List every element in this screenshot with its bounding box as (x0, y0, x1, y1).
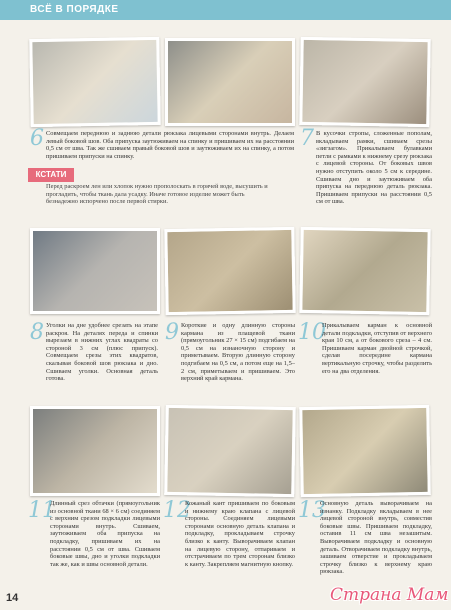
step-number: 7 (300, 126, 314, 151)
step-number: 10 (298, 320, 326, 345)
step-text: Короткие и одну длинную стороны кармана из плащевой ткани (прямоугольник 27 × 15 см) подгибаем на 0,5 см на изнаночную сторону и приметываем. Вторую длинную сторону подгибаем на 0,5 см, а потом еще на 1,5–2 см, приметываем и пришиваем. Это верхний край кармана. (181, 322, 295, 383)
kstati-badge: КСТАТИ (28, 168, 74, 182)
step-number: 9 (165, 320, 179, 345)
photo-step-10 (299, 227, 430, 315)
section-header (0, 0, 451, 20)
photo-step-9 (164, 227, 295, 315)
step-text: В кусочки стропы, сложенные пополам, вкладываем рамки, сшиваем срезы «зигзагом». Прикалываем булавками петли с рамками к нижнему срезу рюкзака с лицевой стороны. От боковых швов нужно отступить около 5 см к середине. Сшиваем дно и заутюживаем оба припуска на переднюю деталь рюкзака. Пришиваем припуски на расстоянии 0,5 см от шва. (316, 130, 432, 206)
photo-step-8 (30, 228, 160, 314)
photo-step-6a (29, 37, 161, 127)
step-text: Длинный срез обтачки (прямоугольник из основной ткани 68 × 6 см) соединяем с верхним срезом подкладки лицевыми сторонами внутрь. Сшиваем, заутюживаем оба припуска на подкладку, пришиваем их на расстоянии 0,5 см от шва. Сшиваем боковые швы, дно и уголки подкладки так же, как и швы основной детали. (50, 500, 160, 568)
step-text: Прикалываем карман к основной детали подкладки, отступив от верхнего края 10 см, а от бокового среза – 4 см. Пришиваем карман двойной строчкой, сделав посередине кармана вертикальную строчку, чтобы разделить его на два отделения. (322, 322, 432, 375)
section-title: ВСЁ В ПОРЯДКЕ (30, 4, 119, 15)
step-text: Совмещаем переднюю и заднюю детали рюкзака лицевыми сторонами внутрь. Делаем левый боковой шов. Оба припуска заутюживаем на спинку и пришиваем их на расстоянии 0,5 см от шва. Так же сшиваем правый боковой шов и заутюживаем их на спинку, а потом пришиваем припуски на спинку. (46, 130, 294, 160)
photo-step-13 (299, 405, 431, 497)
step-number: 8 (30, 320, 44, 345)
step-text: Основную деталь выворачиваем на изнанку. Подкладку вкладываем в нее лицевой стороной внутрь, совместив боковые швы. Пришиваем подкладку, оставив 11 см шва незашитым. Выворачиваем подкладку и основную деталь. Отворачиваем подкладку внутрь, зашиваем отверстие и прокладываем строчку близко к верхнему краю рюкзака. (320, 500, 432, 576)
step-number: 12 (163, 498, 191, 523)
kstati-text: Перед раскроем лен или хлопок нужно прополоскать в горячей воде, высушить и прогладить, чтобы ткань дала усадку. Иначе готовое изделие может быть безнадежно испорчено после первой стирки. (46, 183, 268, 206)
photo-step-6b (165, 38, 295, 126)
photo-step-11 (30, 406, 160, 496)
page-number: 14 (6, 592, 19, 604)
site-watermark: Страна Мам (330, 585, 449, 605)
step-number: 11 (28, 498, 56, 523)
step-number: 13 (298, 498, 326, 523)
photo-step-12 (164, 405, 296, 497)
step-number: 6 (30, 126, 44, 151)
step-text: Кожаный кант пришиваем по боковым и нижнему краю клапана с лицевой стороны. Соединяем лицевыми сторонами основную деталь клапана и подкладку, прокладываем строчку близко к канту. Выворачиваем клапан на лицевую сторону, отпариваем и отстрачиваем по трем сторонам близко к канту. Закрепляем магнитную кнопку. (185, 500, 295, 568)
photo-step-7 (299, 37, 431, 127)
step-text: Уголки на дне удобнее срезать на этапе раскроя. На деталях переда и спинки вырезаем в нижних углах квадраты со стороной 3 см (плюс припуск). Совмещаем срезы этих квадратов, скалывая боковой шов рюкзака и дно. Сшиваем уголки. Основная деталь готова. (46, 322, 158, 383)
